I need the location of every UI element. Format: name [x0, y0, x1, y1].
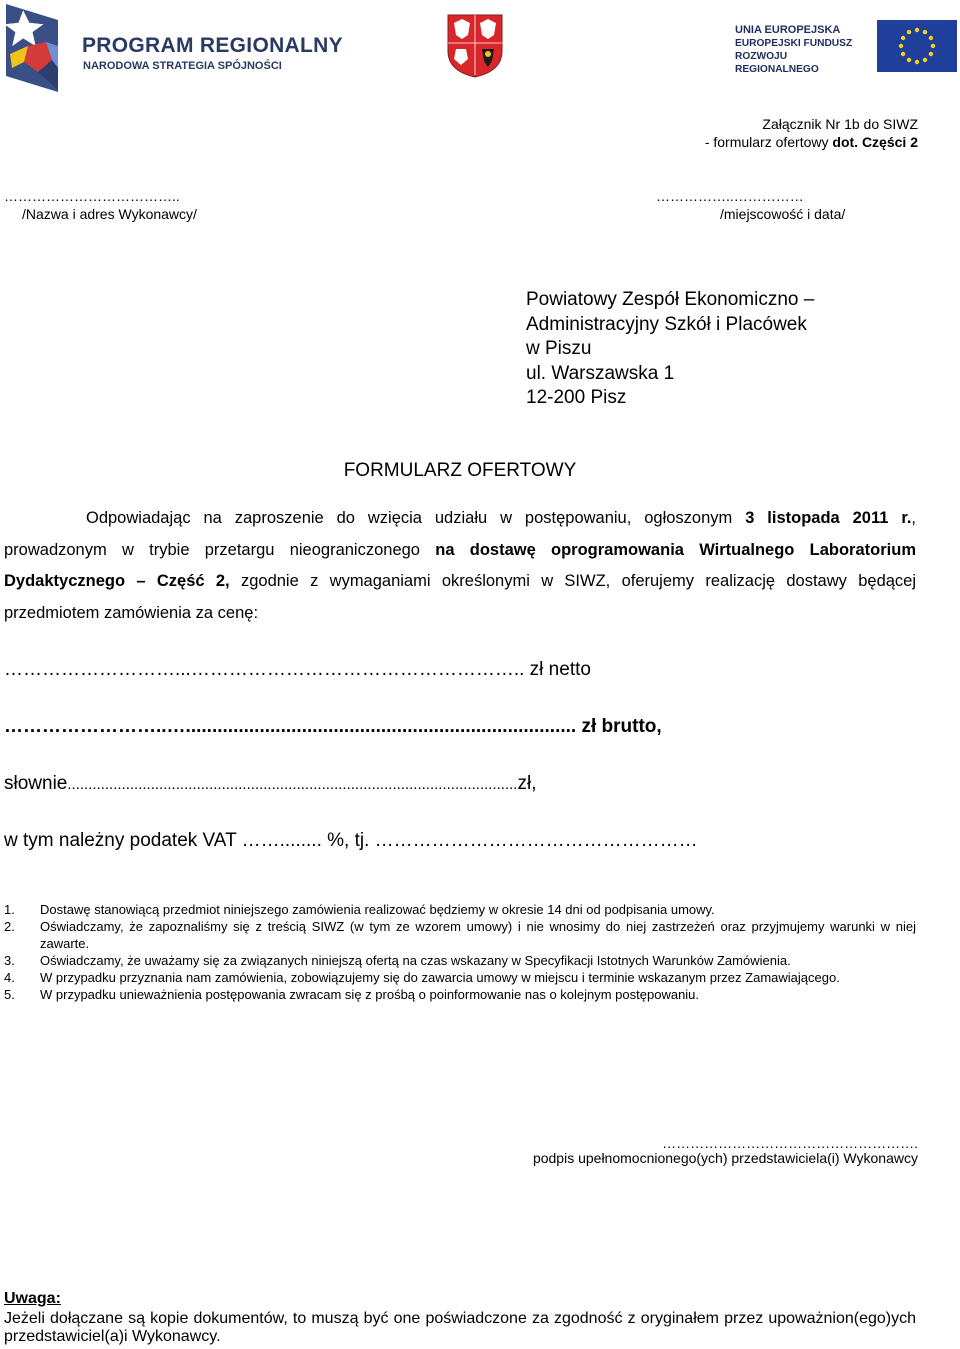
price-brutto-label: zł brutto, [576, 716, 662, 737]
attachment-line1: Załącznik Nr 1b do SIWZ [762, 116, 918, 132]
eu-text [735, 24, 871, 76]
recipient-line: Administracyjny Szkół i Placówek [526, 313, 807, 335]
eu-star-icon [899, 44, 903, 48]
list-item-number: 1. [4, 902, 15, 917]
list-item [4, 918, 916, 952]
signature-label: podpis upełnomocnionego(ych) przedstawiciela(i) Wykonawcy [532, 1150, 918, 1166]
eu-star-icon [929, 36, 933, 40]
list-item-number: 5. [4, 987, 15, 1002]
eu-flag-icon [877, 20, 957, 72]
eu-star-icon [901, 36, 905, 40]
price-netto-label: zł netto [524, 659, 591, 680]
form-title: FORMULARZ OFERTOWY [343, 460, 577, 481]
attachment-note [705, 115, 918, 151]
recipient-line: w Piszu [526, 338, 592, 359]
contractor-label: /Nazwa i adres Wykonawcy/ [22, 206, 197, 222]
price-words-unit: zł, [517, 773, 537, 794]
coat-of-arms-icon [446, 13, 504, 79]
list-item [4, 901, 916, 918]
intro-text-2: , prowadzonym w trybie przetargu nieograniczonego [4, 509, 917, 559]
recipient-line: 12-200 Pisz [526, 387, 627, 408]
intro-text-1: Odpowiadając na zaproszenie do wzięcia udziału w postępowaniu, ogłoszonym [86, 509, 746, 527]
program-subtitle: NARODOWA STRATEGIA SPÓJNOŚCI [83, 60, 282, 72]
place-date-label: /miejscowość i data/ [720, 206, 846, 222]
price-words-field[interactable]: ............................................................................................................ [67, 776, 518, 793]
list-item-text: W przypadku unieważnienia postępowania zwracam się z prośbą o poinformowanie nas o kolejnym postępowaniu. [40, 987, 700, 1002]
intro-paragraph [4, 503, 916, 629]
list-item-number: 3. [4, 953, 15, 968]
vat-value-field[interactable]: …………………………………………… [374, 830, 698, 851]
note-text: Jeżeli dołączane są kopie dokumentów, to muszą być one poświadczone za zgodność z oryginałem przez upoważnion(ego)ych przedstawiciel(a)i Wykonawcy. [4, 1310, 916, 1345]
coat-of-arms-logo [446, 13, 504, 79]
list-item [4, 969, 916, 986]
program-regionalny-logo [2, 2, 352, 94]
eu-line1: UNIA EUROPEJSKA [735, 24, 841, 36]
eu-star-icon [931, 44, 935, 48]
conditions-list [4, 901, 916, 1003]
vat-label: w tym należny podatek VAT [4, 830, 242, 851]
price-words-label: słownie [4, 773, 68, 794]
program-title: PROGRAM REGIONALNY [82, 34, 343, 57]
list-item-number: 4. [4, 970, 15, 985]
list-item-text: Oświadczamy, że zapoznaliśmy się z treścią SIWZ (w tym ze wzorem umowy) i nie wnosimy do niej zastrzeżeń oraz przyjmujemy warunki w niej zawarte. [40, 919, 916, 951]
eu-line3: ROZWOJU REGIONALNEGO [735, 51, 819, 75]
price-brutto-line [4, 716, 916, 738]
eu-star-icon [923, 58, 927, 62]
price-netto-line [4, 659, 916, 681]
list-item [4, 952, 916, 969]
eu-star-icon [915, 60, 919, 64]
eu-star-icon [915, 28, 919, 32]
price-brutto-field[interactable]: ……………………..….......................................................................... [4, 716, 577, 737]
eu-star-icon [901, 52, 905, 56]
eu-star-icon [907, 58, 911, 62]
announcement-date: 3 listopada 2011 r. [745, 509, 912, 527]
list-item-text: W przypadku przyznania nam zamówienia, zobowiązujemy się do zawarcia umowy w miejscu i terminie wskazanym przez Zamawiającego. [40, 970, 840, 985]
attachment-line2-prefix: - formularz ofertowy [704, 134, 833, 150]
signature-field[interactable]: ………………………………………………. [662, 1135, 918, 1151]
list-item-text: Oświadczamy, że uważamy się za związanych niniejszą ofertą na czas wskazany w Specyfikacji Istotnych Warunków Zamówienia. [40, 953, 791, 968]
list-item [4, 986, 916, 1003]
eu-line2: EUROPEJSKI FUNDUSZ [735, 38, 853, 49]
intro-text-3: zgodnie z wymaganiami określonymi w SIWZ, oferujemy realizację dostawy będącej przedmiotem zamówienia za cenę: [4, 572, 917, 622]
eu-logo [735, 20, 957, 75]
vat-line [4, 830, 916, 852]
recipient-line: Powiatowy Zespół Ekonomiczno – [526, 289, 815, 310]
recipient-address [526, 288, 814, 411]
eu-star-icon [907, 30, 911, 34]
list-item-number: 2. [4, 919, 15, 934]
eu-star-icon [923, 30, 927, 34]
eu-star-icon [929, 52, 933, 56]
note-title: Uwaga: [4, 1290, 61, 1307]
order-subject: na dostawę oprogramowania Wirtualnego Laboratorium Dydaktycznego – Część 2, [4, 540, 916, 590]
contractor-dots[interactable]: ……………………………….. [4, 188, 180, 204]
vat-rate-field[interactable]: ……... [241, 830, 296, 851]
price-netto-field[interactable]: ………………………...…………………………………………….. [4, 659, 525, 680]
recipient-line: ul. Warszawska 1 [526, 362, 675, 384]
place-date-dots[interactable]: ……………..…………… [656, 188, 804, 204]
attachment-line2 [705, 133, 918, 151]
price-words-line [4, 773, 916, 795]
attachment-line2-bold: dot. Części 2 [832, 134, 918, 150]
list-item-text: Dostawę stanowiącą przedmiot niniejszego zamówienia realizować będziemy w okresie 14 dni od podpisania umowy. [40, 902, 715, 917]
program-regionalny-emblem-icon [2, 2, 80, 94]
vat-unit: ..... %, tj. [295, 830, 375, 851]
